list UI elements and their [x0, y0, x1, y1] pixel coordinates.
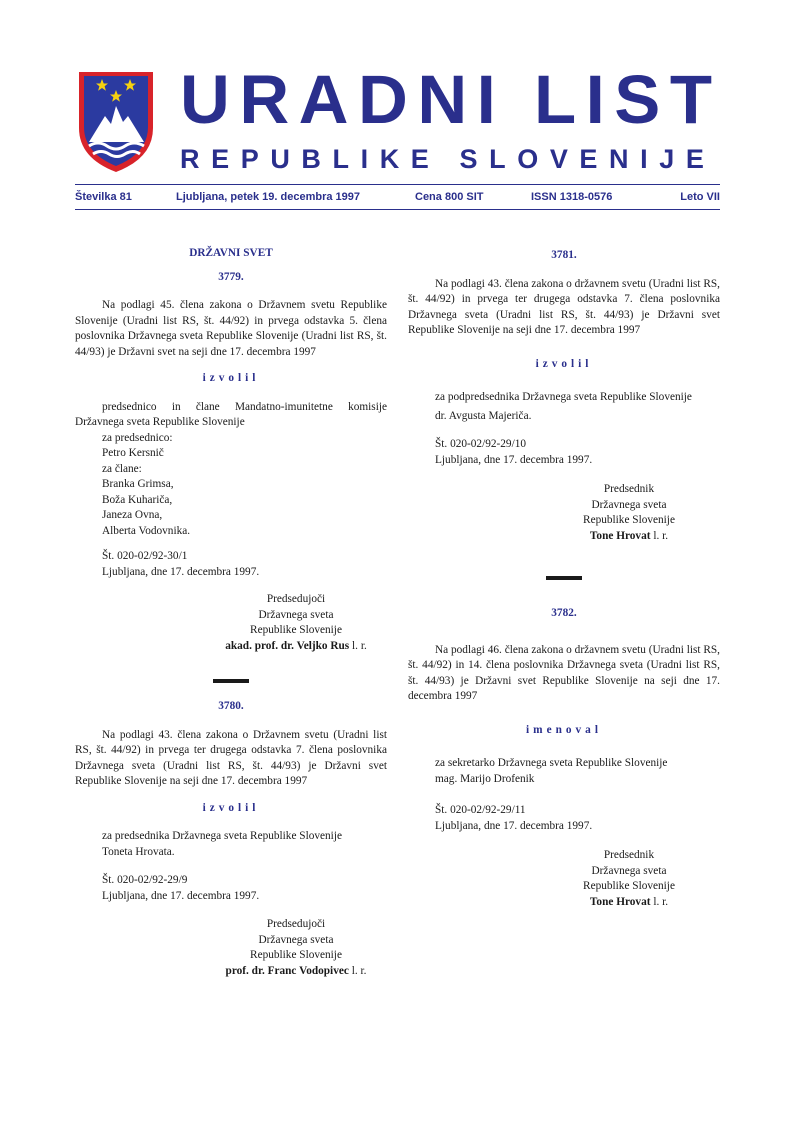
issue-number: Številka 81: [75, 191, 132, 203]
article-3782: [408, 606, 720, 910]
signature-role: Predsednik: [603, 849, 655, 861]
signature-suffix: l. r.: [348, 964, 367, 977]
article-number: 3779.: [218, 270, 244, 283]
place-date: Ljubljana, dne 17. decembra 1997.: [102, 565, 260, 578]
masthead-subtitle: REPUBLIKE SLOVENIJE: [180, 144, 716, 174]
list-item: Petro Kersnič: [102, 447, 164, 459]
article-3779: [75, 270, 387, 655]
article-3780: [75, 699, 387, 979]
signature-role: Državnega sveta: [591, 498, 667, 511]
signature-name: akad. prof. dr. Veljko Rus: [225, 639, 350, 652]
article-number: 3781.: [551, 249, 577, 261]
place-date: Ljubljana, dne 17. decembra 1997.: [435, 453, 593, 466]
article-intro: Na podlagi 43. člena zakona o državnem svetu (Uradni list RS, št. 44/92) in prvega ter drugega odstavka 7. člena poslovnika Državnega sveta (Uradni list RS, št. 44/93) je Državni svet Republike Slovenije na seji dne 17. decembra 1997: [408, 277, 720, 336]
section-title: DRŽAVNI SVET: [189, 247, 273, 259]
signature-role: Državnega sveta: [591, 864, 667, 877]
place-date: Ljubljana, dne 17. decembra 1997.: [102, 889, 260, 902]
article-body: Toneta Hrovata.: [102, 845, 175, 858]
signature-block: [75, 592, 387, 654]
article-body: za sekretarko Državnega sveta Republike Slovenije: [435, 757, 668, 769]
place-date: Ljubljana, dne 17. decembra 1997.: [435, 819, 593, 832]
signature-block: [75, 917, 387, 979]
masthead-title: URADNI LIST: [180, 61, 722, 138]
signature-role: Predsedujoči: [266, 918, 326, 930]
article-verb: izvolil: [535, 357, 593, 370]
signature-role: Republike Slovenije: [250, 624, 342, 636]
signature-name: Tone Hrovat: [589, 895, 651, 908]
signature-role: Državnega sveta: [258, 608, 334, 621]
right-column: [408, 230, 720, 910]
list-item: za predsednico:: [102, 431, 173, 444]
article-intro: Na podlagi 43. člena zakona o Državnem svetu (Uradni list RS, št. 44/92) in prvega ter drugega odstavka 7. člena poslovnika Državnega sveta (Uradni list RS, št. 44/93) je Državni svet Republike Slovenije na seji dne 17. decembra 1997: [75, 728, 387, 787]
article-number: 3782.: [551, 607, 577, 619]
article-body: za predsednika Državnega sveta Republike Slovenije: [102, 830, 342, 842]
issue-price: Cena 800 SIT: [415, 191, 484, 203]
list-item: Janeza Ovna,: [102, 509, 163, 521]
issue-volume: Leto VII: [680, 191, 720, 203]
list-item: Boža Kuhariča,: [102, 493, 173, 506]
article-number: 3780.: [218, 700, 244, 712]
reference-number: Št. 020-02/92-29/10: [435, 438, 527, 450]
article-body: mag. Marijo Drofenik: [435, 772, 535, 785]
reference-number: Št. 020-02/92-30/1: [102, 550, 188, 562]
article-3781: [408, 248, 720, 544]
signature-block: [408, 482, 720, 544]
issue-info-bar: [75, 189, 720, 205]
list-item: za člane:: [102, 462, 142, 475]
article-body: predsednico in člane Mandatno-imunitetne komisije Državnega sveta Republike Slovenije: [75, 400, 387, 428]
signature-name: Tone Hrovat: [589, 529, 651, 542]
signature-role: Republike Slovenije: [583, 880, 675, 892]
article-verb: izvolil: [202, 372, 260, 384]
issue-issn: ISSN 1318-0576: [531, 191, 613, 203]
left-column: [75, 230, 387, 979]
header-rule-bottom: [75, 209, 720, 210]
signature-suffix: l. r.: [349, 639, 367, 652]
reference-number: Št. 020-02/92-29/9: [102, 874, 188, 886]
header-rule-top: [75, 184, 720, 185]
list-item: Branka Grimsa,: [102, 478, 174, 490]
signature-role: Državnega sveta: [258, 933, 334, 946]
reference-number: Št. 020-02/92-29/11: [435, 804, 526, 816]
article-separator: [546, 576, 582, 580]
article-intro: Na podlagi 46. člena zakona o državnem svetu (Uradni list RS, št. 44/92) in 14. člena poslovnika Državnega sveta (Uradni list RS, št. 44/93) je Državni svet Republike Slovenije na seji dne 17. decembra 1997: [408, 643, 720, 702]
article-verb: imenoval: [526, 723, 602, 736]
signature-role: Republike Slovenije: [250, 949, 342, 961]
coat-of-arms-icon: [75, 70, 157, 174]
signature-role: Predsedujoči: [266, 593, 326, 605]
article-intro: Na podlagi 45. člena zakona o Državnem svetu Republike Slovenije (Uradni list RS, št. 44/92) in prvega odstavka 5. člena poslovnika Državnega sveta Republike Slovenije (Uradni list RS, št. 44/93) je Državni svet na seji dne 17. decembra 1997: [75, 299, 387, 358]
signature-role: Republike Slovenije: [583, 514, 675, 526]
article-body: za podpredsednika Državnega sveta Republike Slovenije: [435, 391, 692, 403]
article-body: dr. Avgusta Majeriča.: [435, 409, 532, 422]
signature-block: [408, 848, 720, 910]
signature-name: prof. dr. Franc Vodopivec: [225, 964, 349, 977]
signature-suffix: l. r.: [650, 895, 669, 908]
article-separator: [213, 679, 249, 683]
issue-date: Ljubljana, petek 19. decembra 1997: [176, 191, 361, 203]
signature-role: Predsednik: [603, 483, 655, 495]
article-verb: izvolil: [202, 801, 260, 814]
list-item: Alberta Vodovnika.: [102, 524, 191, 537]
signature-suffix: l. r.: [650, 529, 669, 542]
